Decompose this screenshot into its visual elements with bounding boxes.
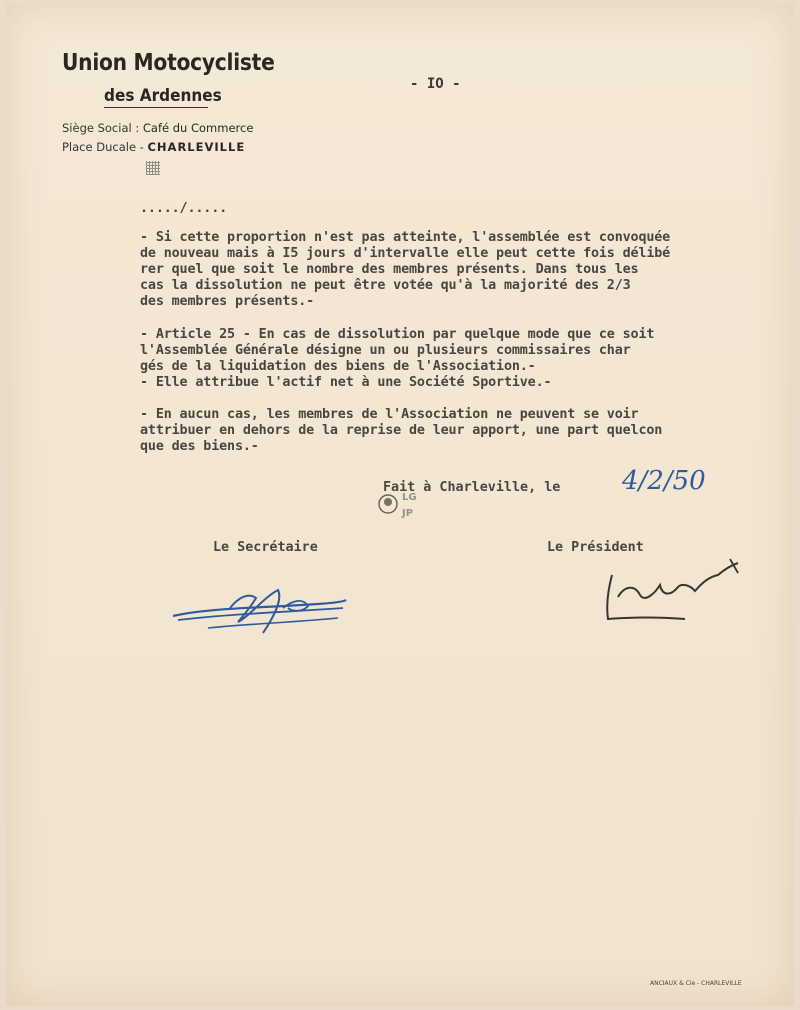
body-line: - Elle attribue l'actif net à une Société Sportive.- (140, 375, 552, 390)
president-signature (600, 555, 750, 630)
place-line: Fait à Charleville, le (383, 480, 561, 495)
secretary-label: Le Secrétaire (213, 540, 318, 555)
svg-text:LG: LG (402, 492, 417, 503)
body-line: cas la dissolution ne peut être votée qu'à la majorité des 2/3 (140, 278, 631, 293)
secretary-signature (168, 578, 353, 643)
address-line-1-value: Café du Commerce (142, 121, 254, 135)
president-label: Le Président (547, 540, 644, 555)
address-line-2-label: Place Ducale - (62, 140, 144, 154)
body-line: que des biens.- (140, 439, 259, 454)
continuation-mark: ...../..... (140, 201, 228, 216)
body-line: l'Assemblée Générale désigne un ou plusieurs commissaires char (140, 343, 631, 358)
body-line: de nouveau mais à I5 jours d'intervalle elle peut cette fois délibé (140, 246, 671, 261)
address-line-2 (62, 140, 245, 154)
body-line: gés de la liquidation des biens de l'Association.- (140, 359, 536, 374)
address-line-1 (62, 121, 253, 135)
body-line: des membres présents.- (140, 294, 315, 309)
body-line: rer quel que soit le nombre des membres présents. Dans tous les (140, 262, 639, 277)
body-line: - Article 25 - En cas de dissolution par quelque mode que ce soit (140, 327, 655, 342)
address-line-2-value: CHARLEVILLE (147, 140, 246, 154)
body-line: - Si cette proportion n'est pas atteinte, l'assemblée est convoquée (140, 230, 671, 245)
printer-mark: ANCIAUX & Cie - CHARLEVILLE (650, 980, 742, 987)
page-number: - IO - (410, 76, 461, 92)
body-line: - En aucun cas, les membres de l'Association ne peuvent se voir (140, 407, 639, 422)
body-line: attribuer en dehors de la reprise de leur apport, une part quelcon (140, 423, 663, 438)
svg-text:JP: JP (402, 508, 414, 519)
handwritten-date: 4/2/50 (622, 466, 706, 496)
address-line-1-label: Siège Social : (62, 121, 140, 135)
subtitle-underline (104, 107, 208, 108)
organization-subtitle: des Ardennes (104, 86, 222, 106)
stamp-logo (376, 486, 426, 522)
stamp-mark (146, 161, 160, 175)
organization-name: Union Motocycliste (62, 50, 275, 76)
